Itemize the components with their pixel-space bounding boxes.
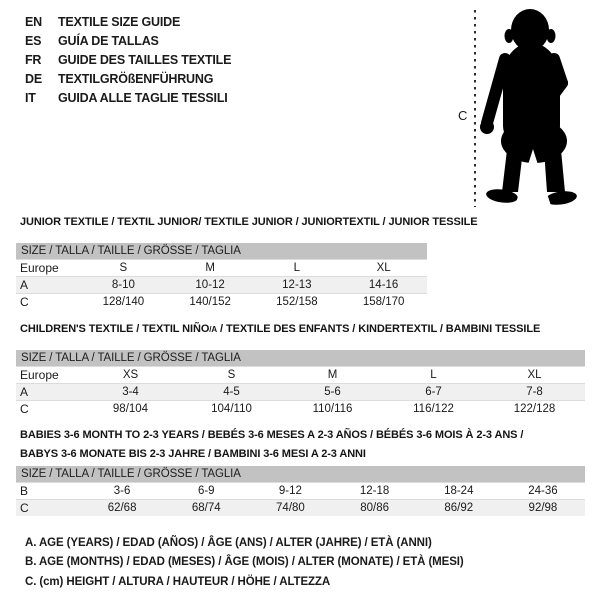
size-value-cell: 14-16 [368, 279, 399, 291]
size-table-header-bar: SIZE / TALLA / TAILLE / GRÖSSE / TAGLIA [16, 243, 427, 259]
size-value-cell: 86/92 [444, 502, 474, 514]
size-value-cell: S [119, 262, 128, 274]
measure-label-c: C [458, 108, 468, 123]
size-value-cell: 3-6 [113, 485, 131, 497]
language-row [25, 69, 231, 88]
language-code: IT [25, 90, 36, 105]
size-value-cell: 10-12 [195, 279, 225, 291]
size-value-cell: 4-5 [223, 386, 240, 398]
size-value-cell: 122/128 [513, 403, 556, 415]
size-row-c [16, 499, 585, 516]
size-value-cell: 92/98 [528, 502, 558, 514]
size-table-header-bar: SIZE / TALLA / TAILLE / GRÖSSE / TAGLIA [16, 350, 585, 366]
baby-height-figure [450, 5, 580, 215]
row-label: A [20, 278, 29, 292]
size-row-a [16, 383, 585, 400]
size-value-cell: 24-36 [528, 485, 558, 497]
size-value-cell: 68/74 [191, 502, 221, 514]
measure-legend [25, 534, 464, 592]
size-value-cell: 3-4 [122, 386, 139, 398]
size-value-cell: 6-9 [197, 485, 215, 497]
language-row [25, 50, 231, 69]
language-title: GUÍA DE TALLAS [58, 33, 159, 48]
baby-silhouette-icon [480, 9, 578, 209]
size-value-cell: 9-12 [278, 485, 302, 497]
language-title-block [25, 12, 231, 107]
junior-size-table [16, 243, 427, 310]
size-value-cell: 110/116 [312, 403, 353, 415]
children-size-table [16, 350, 585, 417]
size-row-b [16, 482, 585, 499]
babies-size-table [16, 466, 585, 516]
language-code: DE [25, 71, 42, 86]
legend-line-b: B. AGE (MONTHS) / EDAD (MESES) / ÂGE (MOIS) / ALTER (MONATE) / ETÀ (MESI) [25, 556, 464, 569]
size-value-cell: 140/152 [189, 296, 231, 308]
size-value-cell: 152/158 [276, 296, 318, 308]
size-value-cell: 128/140 [102, 296, 145, 308]
size-value-cell: 62/68 [107, 502, 137, 514]
size-value-cell: S [227, 369, 236, 381]
size-value-cell: M [327, 369, 338, 381]
row-label: C [20, 501, 29, 515]
language-code: ES [25, 33, 42, 48]
size-value-cell: 8-10 [111, 279, 135, 291]
size-value-cell: 116/122 [413, 403, 454, 415]
size-row-c [16, 400, 585, 417]
size-table-header-bar: SIZE / TALLA / TAILLE / GRÖSSE / TAGLIA [16, 466, 585, 482]
size-value-cell: XS [122, 369, 139, 381]
row-label: Europe [20, 261, 59, 275]
size-value-cell: 158/170 [362, 296, 405, 308]
size-value-cell: 80/86 [360, 502, 389, 514]
legend-line-a: A. AGE (YEARS) / EDAD (AÑOS) / ÂGE (ANS) / ALTER (JAHRE) / ETÀ (ANNI) [25, 537, 432, 549]
size-value-cell: XL [527, 369, 542, 381]
row-label: C [20, 402, 29, 416]
children-title-text: CHILDREN'S TEXTILE / TEXTIL NIÑO [20, 323, 210, 335]
size-row-europe [16, 259, 427, 276]
row-label: Europe [20, 368, 59, 382]
language-title: TEXTILE SIZE GUIDE [58, 14, 181, 29]
language-code: FR [25, 52, 42, 67]
babies-title-line-2: BABYS 3-6 MONATE BIS 2-3 JAHRE / BAMBINI 3-6 MESI A 2-3 ANNI [20, 448, 366, 460]
language-title: GUIDA ALLE TAGLIE TESSILI [58, 90, 228, 105]
babies-title-line-1: BABIES 3-6 MONTH TO 2-3 YEARS / BEBÉS 3-6 MESES A 2-3 AÑOS / BÉBÉS 3-6 MOIS À 2-3 ANS / [20, 429, 524, 441]
language-row [25, 12, 231, 31]
row-label: A [20, 385, 29, 399]
size-value-cell: M [205, 262, 215, 274]
language-row [25, 31, 231, 50]
children-title-text: / TEXTILE DES ENFANTS / KINDERTEXTIL / BAMBINI TESSILE [217, 323, 541, 335]
size-value-cell: 98/104 [112, 403, 149, 415]
legend-line-c: C. (cm) HEIGHT / ALTURA / HAUTEUR / HÖHE / ALTEZZA [25, 575, 331, 588]
size-value-cell: 74/80 [276, 502, 305, 514]
language-title: GUIDE DES TAILLES TEXTILE [58, 52, 232, 67]
size-row-c [16, 293, 427, 310]
size-value-cell: 7-8 [526, 386, 543, 398]
size-value-cell: 5-6 [324, 386, 341, 398]
size-value-cell: L [430, 369, 437, 381]
size-value-cell: L [293, 262, 301, 274]
size-value-cell: 6-7 [425, 386, 442, 398]
row-label: C [20, 295, 29, 309]
language-row [25, 88, 231, 107]
size-value-cell: 12-18 [359, 485, 390, 497]
size-value-cell: 18-24 [444, 485, 474, 497]
children-title-subscript: /A [209, 325, 218, 334]
size-value-cell: 12-13 [282, 279, 312, 291]
children-section-title [20, 323, 540, 335]
size-value-cell: 104/110 [211, 403, 252, 415]
size-row-europe [16, 366, 585, 383]
language-code: EN [25, 14, 42, 29]
babies-section-title [20, 426, 523, 464]
language-title: TEXTILGRÖßENFÜHRUNG [58, 71, 214, 86]
size-value-cell: XL [376, 262, 391, 274]
row-label: B [20, 484, 29, 498]
size-row-a [16, 276, 427, 293]
junior-section-title: JUNIOR TEXTILE / TEXTIL JUNIOR/ TEXTILE JUNIOR / JUNIORTEXTIL / JUNIOR TESSILE [20, 216, 478, 228]
